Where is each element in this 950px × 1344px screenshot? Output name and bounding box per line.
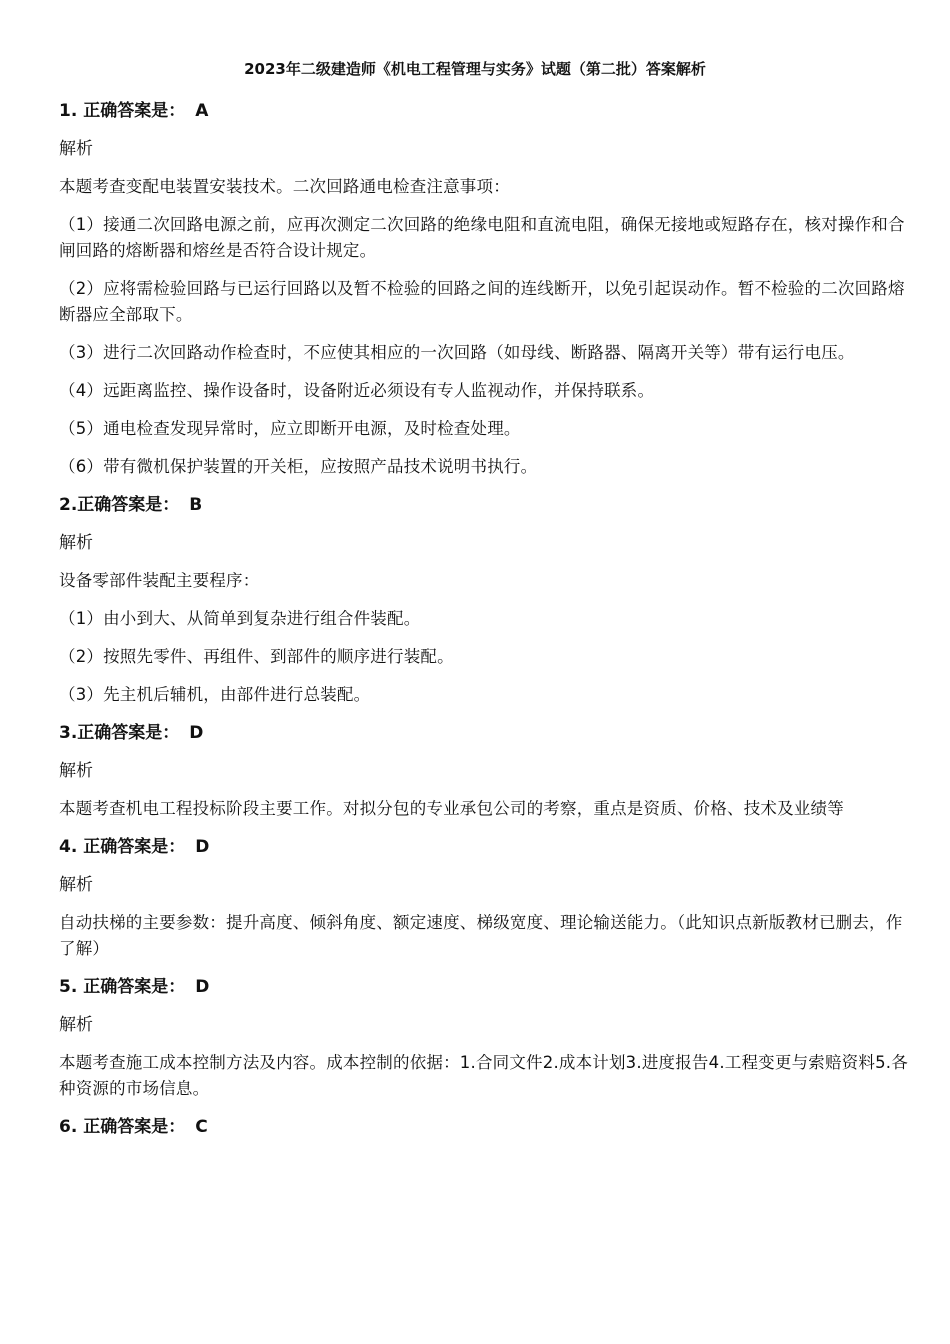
answer-prefix: 6. 正确答案是： bbox=[59, 1117, 186, 1137]
answer-prefix: 1. 正确答案是： bbox=[59, 101, 186, 121]
analysis-paragraph: （5）通电检查发现异常时，应立即断开电源，及时检查处理。 bbox=[59, 419, 521, 438]
analysis-label: 解析 bbox=[59, 533, 93, 553]
answer-letter: B bbox=[189, 495, 203, 515]
analysis-paragraph: （2）按照先零件、再组件、到部件的顺序进行装配。 bbox=[59, 647, 454, 666]
document-body bbox=[59, 98, 909, 1152]
answer-letter: D bbox=[195, 837, 210, 857]
analysis-label: 解析 bbox=[59, 761, 93, 781]
answer-line-q3 bbox=[59, 720, 909, 746]
analysis-paragraph: （1）由小到大、从简单到复杂进行组合件装配。 bbox=[59, 609, 421, 628]
answer-line-q1 bbox=[59, 98, 909, 124]
analysis-paragraph: 本题考查施工成本控制方法及内容。成本控制的依据：1.合同文件2.成本计划3.进度报告4.工程变更与索赔资料5.各种资源的市场信息。 bbox=[59, 1053, 908, 1098]
answer-prefix: 5. 正确答案是： bbox=[59, 977, 186, 997]
answer-prefix: 4. 正确答案是： bbox=[59, 837, 186, 857]
answer-prefix: 2.正确答案是： bbox=[59, 495, 180, 515]
analysis-paragraph: 本题考查变配电装置安装技术。二次回路通电检查注意事项： bbox=[59, 177, 510, 196]
analysis-paragraph: （3）先主机后辅机，由部件进行总装配。 bbox=[59, 685, 371, 704]
analysis-label: 解析 bbox=[59, 875, 93, 895]
analysis-paragraph: 本题考查机电工程投标阶段主要工作。对拟分包的专业承包公司的考察，重点是资质、价格、技术及业绩等 bbox=[59, 799, 844, 818]
answer-letter: D bbox=[189, 723, 204, 743]
analysis-paragraph: （3）进行二次回路动作检查时，不应使其相应的一次回路（如母线、断路器、隔离开关等）带有运行电压。 bbox=[59, 343, 855, 362]
answer-letter: A bbox=[195, 101, 209, 121]
analysis-paragraph: （1）接通二次回路电源之前，应再次测定二次回路的绝缘电阻和直流电阻，确保无接地或短路存在，核对操作和合闸回路的熔断器和熔丝是否符合设计规定。 bbox=[59, 215, 905, 260]
answer-line-q5 bbox=[59, 974, 909, 1000]
answer-letter: C bbox=[195, 1117, 208, 1137]
answer-line-q4 bbox=[59, 834, 909, 860]
analysis-paragraph: 自动扶梯的主要参数：提升高度、倾斜角度、额定速度、梯级宽度、理论输送能力。（此知识点新版教材已删去，作了解） bbox=[59, 913, 903, 958]
analysis-paragraph: （6）带有微机保护装置的开关柜，应按照产品技术说明书执行。 bbox=[59, 457, 538, 476]
answer-letter: D bbox=[195, 977, 210, 997]
answer-line-q2 bbox=[59, 492, 909, 518]
analysis-paragraph: 设备零部件装配主要程序： bbox=[59, 571, 260, 590]
answer-line-q6 bbox=[59, 1114, 909, 1140]
document-title: 2023年二级建造师《机电工程管理与实务》试题（第二批）答案解析 bbox=[244, 60, 706, 78]
analysis-label: 解析 bbox=[59, 1015, 93, 1035]
analysis-paragraph: （4）远距离监控、操作设备时，设备附近必须设有专人监视动作，并保持联系。 bbox=[59, 381, 655, 400]
answer-prefix: 3.正确答案是： bbox=[59, 723, 180, 743]
analysis-label: 解析 bbox=[59, 139, 93, 159]
analysis-paragraph: （2）应将需检验回路与已运行回路以及暂不检验的回路之间的连线断开，以免引起误动作。暂不检验的二次回路熔断器应全部取下。 bbox=[59, 279, 905, 324]
